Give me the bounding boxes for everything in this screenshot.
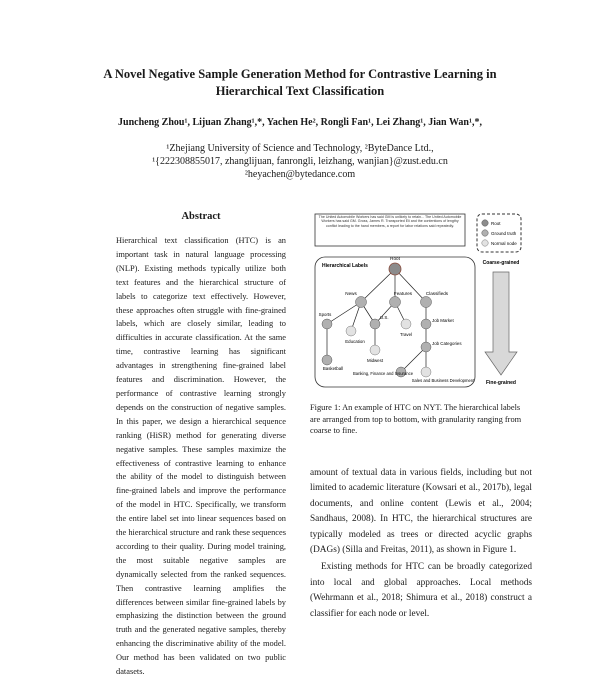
node-banking-label: Banking, Finance and Insurance (352, 371, 414, 376)
node-sports (322, 319, 332, 329)
node-education-label: Education (345, 339, 365, 344)
node-classifieds-label: Classifieds (425, 291, 449, 296)
legend-normal-node: Normal node (491, 241, 517, 246)
node-classifieds (421, 297, 432, 308)
node-root (389, 263, 401, 275)
node-news-label: News (345, 291, 357, 296)
text-snippet: The United Automobile Workers has said GM is unlikely to retain... The United Automobile Workers has said GM. Gross, James R. Transported Eli and the contentions of lengthy conflict leading to the hand members, a report for labor relations said repeatedly. (318, 215, 462, 228)
node-features (390, 297, 401, 308)
node-job-market (421, 319, 431, 329)
abstract-text: Hierarchical text classification (HTC) is an important task in natural language processing (NLP). Existing methods typically utilize both text features and the hierarchical structure of labels to categorize text effectively. However, these approaches often struggle with fine-grained labels, which are closely similar, leading to difficulties in accurate classification. At the same time, contrastive learning has significant advantages in strengthening fine-grained label features and discrimination. However, the performance of contrastive learning strongly depends on the construction of negative samples. In this paper, we design a hierarchical sequence ranking (HiSR) method for generating diverse negative samples. These samples maximize the effectiveness of contrastive learning to enhance the ability of the model to distinguish between fine-grained labels and improve the performance of the model in HTC. Specifically, we transform the entire label set into linear sequences based on the hierarchical structure and rank these sequences according to their quality. During model training, the most suitable negative samples are dynamically selected from the ranked sequences. Then contrastive learning amplifies the differences between similar fine-grained labels by emphasizing the distinction between the ground truth and the generated negative samples, thereby enhancing the discriminative ability of the model. Our method has been validated on two public datasets. (116, 236, 286, 677)
figure-1 (313, 212, 525, 390)
node-job-market-label: Job Market (432, 318, 454, 323)
title-line-2: Hierarchical Text Classification (215, 84, 385, 98)
node-sales (421, 367, 431, 377)
affiliations (40, 142, 560, 181)
node-sports-label: Sports (318, 312, 332, 317)
node-midwest (370, 345, 380, 355)
node-us-label: U.S. (380, 315, 389, 320)
abstract-heading: Abstract (181, 211, 221, 222)
node-basketball (322, 355, 332, 365)
legend-ground-truth-marker (482, 230, 488, 236)
body-paragraph: amount of textual data in various fields, including but not limited to academic literature (Kowsari et al., 2017b), legal documents, and online content (Lewis et al., 2004; Sandhaus, 2008). In HTC, the hierarchical structures are typically modeled as trees or directed acyclic graphs (DAGs) (Silla and Freitas, 2011), as shown in Figure 1. (310, 468, 532, 556)
legend-root: Root (491, 221, 501, 226)
node-root-label: Root (390, 256, 400, 261)
legend-ground-truth: Ground truth (491, 231, 517, 236)
node-basketball-label: Basketball (322, 366, 344, 371)
node-features-label: Features (393, 291, 413, 296)
intro-continued (310, 466, 532, 619)
coarse-grained-label: Coarse-grained (482, 260, 520, 266)
author-list: Juncheng Zhou¹, Lijuan Zhang¹,*, Yachen He², Rongli Fan¹, Lei Zhang¹, Jian Wan¹,*, (118, 117, 482, 128)
node-us (370, 319, 380, 329)
hierarchical-labels-title: Hierarchical Labels (322, 263, 368, 269)
legend-normal-marker (482, 240, 488, 246)
node-job-categories-label: Job Categories (432, 341, 462, 346)
node-sales-label: Sales and Business Development (411, 378, 475, 383)
body-paragraph: Existing methods for HTC can be broadly categorized into local and global approaches. Local methods (Wehrmann et al., 2018; Shimura et al., 2018) construct a classifier for each node or level. (310, 562, 532, 619)
legend-root-marker (482, 220, 488, 226)
node-job-categories (421, 342, 431, 352)
title-line-1: A Novel Negative Sample Generation Method for Contrastive Learning in (103, 67, 497, 81)
node-news (356, 297, 367, 308)
node-travel-label: Travel (399, 332, 413, 337)
affiliation-line: ¹Zhejiang University of Science and Technology, ²ByteDance Ltd., (166, 143, 434, 154)
figure-caption: Figure 1: An example of HTC on NYT. The hierarchical labels are arranged from top to bottom, with granularity ranging from coarse to fine. (310, 403, 522, 435)
node-midwest-label: Midwest (366, 358, 384, 363)
affiliation-line: ²heyachen@bytedance.com (244, 169, 356, 180)
node-travel (401, 319, 411, 329)
affiliation-line: ¹{222308855017, zhanglijuan, fanrongli, leizhang, wanjian}@zust.edu.cn (152, 156, 448, 167)
fine-grained-label: Fine-grained (485, 380, 517, 386)
node-education (346, 326, 356, 336)
granularity-arrow (485, 272, 517, 375)
hierarchy-diagram (313, 212, 525, 390)
paper-title (40, 66, 560, 100)
